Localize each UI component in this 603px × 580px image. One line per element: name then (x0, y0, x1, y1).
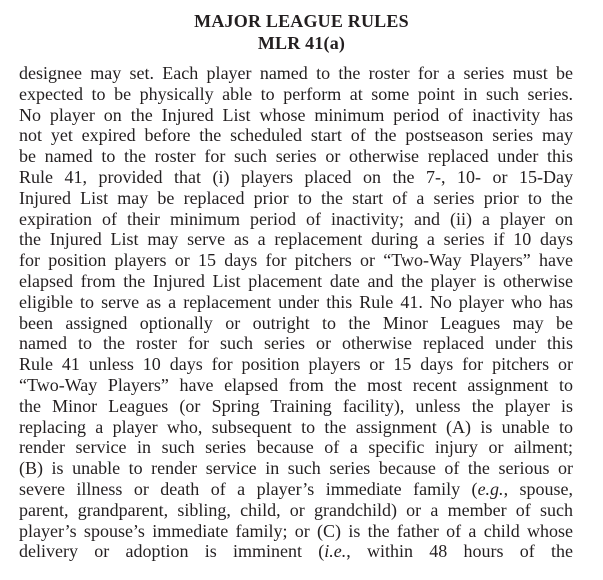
rule-number: MLR 41(a) (257, 33, 346, 53)
body-line: delivery or adoption is imminent (i.e., within 48 hours of the (19, 541, 573, 562)
body-line: designee may set. Each player named to the roster for a series must be (19, 63, 573, 83)
body-line: Rule 41 unless 10 days for position players or 15 days for pitchers or (19, 354, 573, 375)
body-line: expected to be physically able to perform at some point in such series. (19, 83, 573, 104)
body-line: render service in such series because of a specific injury or ailment; (19, 437, 573, 458)
body-line: (B) is unable to render service in such series because of the serious or (19, 458, 573, 479)
body-line: parent, grandparent, sibling, child, or grandchild) or a member of such (19, 499, 573, 520)
document-title: MAJOR LEAGUE RULES (194, 11, 409, 31)
body-line: been assigned optionally or outright to the Minor Leagues may be (19, 312, 573, 333)
body-line: No player on the Injured List whose minimum period of inactivity has (19, 104, 573, 125)
body-line: Injured List may be replaced prior to the start of a series prior to the (19, 187, 573, 208)
body-line: the Injured List may serve as a replacement during a series if 10 days (19, 229, 573, 250)
body-line: Rule 41, provided that (i) players placed on the 7-, 10- or 15-Day (19, 166, 573, 187)
body-line: for position players or 15 days for pitchers or “Two-Way Players” have (19, 250, 573, 271)
body-line: eligible to serve as a replacement under this Rule 41. No player who has (19, 291, 573, 312)
body-line: named to the roster for such series or otherwise replaced under this (19, 333, 573, 354)
body-line: not yet expired before the scheduled start of the postseason series may (19, 125, 573, 146)
body-line: severe illness or death of a player’s immediate family (e.g., spouse, (19, 478, 574, 499)
body-line: replacing a player who, subsequent to the assignment (A) is unable to (19, 416, 573, 437)
body-line: “Two-Way Players” have elapsed from the most recent assignment to (19, 374, 573, 395)
page-header (0, 10, 603, 54)
rule-body-text (19, 63, 573, 562)
body-line: be named to the roster for such series or otherwise replaced under this (19, 146, 573, 167)
italic-abbreviation: e.g. (477, 478, 504, 499)
body-line: elapsed from the Injured List placement date and the player is otherwise (19, 270, 573, 291)
body-line: the Minor Leagues (or Spring Training facility), unless the player is (19, 395, 573, 416)
body-line: expiration of their minimum period of inactivity; and (ii) a player on (19, 208, 573, 229)
body-line: player’s spouse’s immediate family; or (C) is the father of a child whose (19, 520, 573, 541)
italic-abbreviation: i.e. (324, 541, 347, 562)
